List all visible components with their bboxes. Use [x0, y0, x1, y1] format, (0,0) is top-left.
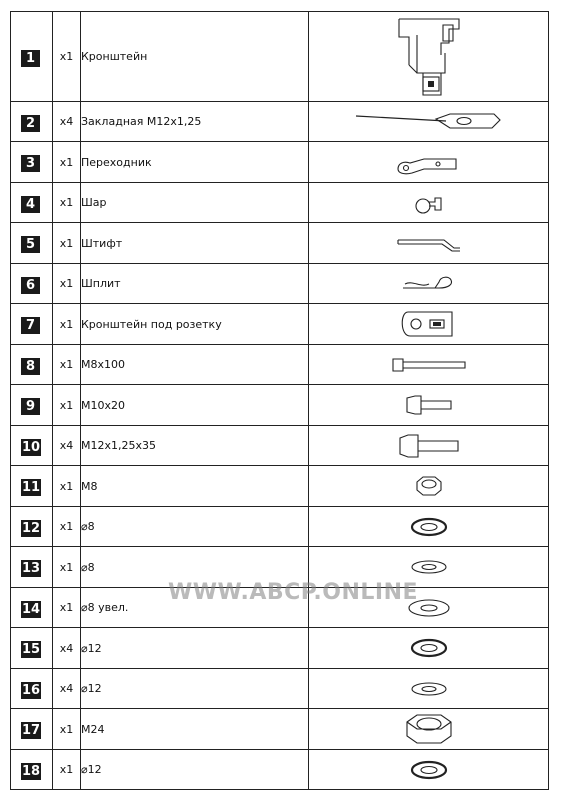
part-row — [11, 12, 549, 102]
part-quantity: x1 — [53, 750, 81, 790]
part-image-cell — [309, 304, 549, 345]
part-row — [11, 426, 549, 466]
part-image-cell — [309, 507, 549, 547]
part-number: 6 — [21, 277, 40, 294]
part-quantity: x1 — [53, 264, 81, 304]
part-name: ⌀12 — [81, 669, 309, 709]
part-number-cell — [11, 385, 53, 426]
part-number-cell — [11, 709, 53, 750]
part-image-cell — [309, 142, 549, 183]
part-number-cell — [11, 669, 53, 709]
flat-washer-icon — [309, 680, 548, 698]
part-name: ⌀8 — [81, 507, 309, 547]
part-number-cell — [11, 426, 53, 466]
part-number-cell — [11, 183, 53, 223]
watermark: WWW.ABCP.ONLINE — [168, 580, 419, 605]
part-quantity: x1 — [53, 385, 81, 426]
part-quantity: x1 — [53, 345, 81, 385]
part-number-cell — [11, 628, 53, 669]
part-quantity: x1 — [53, 183, 81, 223]
part-number-cell — [11, 264, 53, 304]
part-row — [11, 628, 549, 669]
spring-washer-icon — [309, 516, 548, 538]
part-image-cell — [309, 183, 549, 223]
part-number-cell — [11, 304, 53, 345]
part-image-cell — [309, 669, 549, 709]
part-number: 11 — [22, 480, 41, 495]
flat-washer-icon — [309, 558, 548, 576]
part-image-cell — [309, 223, 549, 264]
part-number: 5 — [21, 236, 40, 253]
socket-bracket-icon — [309, 308, 548, 340]
cotter-pin-icon — [309, 274, 548, 294]
part-name: Закладная M12x1,25 — [81, 102, 309, 142]
part-quantity: x4 — [53, 426, 81, 466]
part-number: 8 — [21, 358, 40, 375]
part-row — [11, 709, 549, 750]
part-number: 13 — [22, 561, 41, 576]
part-quantity: x1 — [53, 507, 81, 547]
part-name: M10x20 — [81, 385, 309, 426]
part-image-cell — [309, 709, 549, 750]
part-image-cell — [309, 12, 549, 102]
part-name: M24 — [81, 709, 309, 750]
part-image-cell — [309, 264, 549, 304]
part-row — [11, 750, 549, 790]
spring-washer-icon — [309, 637, 548, 659]
part-quantity: x1 — [53, 547, 81, 588]
part-name: M8 — [81, 466, 309, 507]
part-image-cell — [309, 102, 549, 142]
part-quantity: x1 — [53, 709, 81, 750]
part-row — [11, 345, 549, 385]
part-name: Переходник — [81, 142, 309, 183]
part-row — [11, 507, 549, 547]
parts-table-body — [11, 12, 549, 790]
part-quantity: x4 — [53, 628, 81, 669]
part-name: Кронштейн под розетку — [81, 304, 309, 345]
part-image-cell — [309, 628, 549, 669]
part-name: Шплит — [81, 264, 309, 304]
part-name: Кронштейн — [81, 12, 309, 102]
part-row — [11, 102, 549, 142]
part-image-cell — [309, 426, 549, 466]
bracket-icon — [309, 15, 548, 99]
part-image-cell — [309, 345, 549, 385]
long-bolt-icon — [309, 356, 548, 374]
large-nut-icon — [309, 712, 548, 746]
part-quantity: x1 — [53, 142, 81, 183]
part-number-cell — [11, 507, 53, 547]
part-name: ⌀8 увел. — [81, 588, 309, 628]
part-number: 3 — [21, 155, 40, 172]
parts-table — [10, 11, 549, 790]
part-number-cell — [11, 345, 53, 385]
part-number-cell — [11, 588, 53, 628]
small-nut-icon — [309, 474, 548, 498]
part-quantity: x1 — [53, 588, 81, 628]
part-number: 7 — [21, 317, 40, 334]
part-image-cell — [309, 750, 549, 790]
part-number-cell — [11, 750, 53, 790]
part-name: M12x1,25x35 — [81, 426, 309, 466]
part-row — [11, 466, 549, 507]
part-quantity: x1 — [53, 12, 81, 102]
part-number-cell — [11, 102, 53, 142]
insert-plate-icon — [309, 112, 548, 132]
bolt-icon — [309, 433, 548, 459]
adapter-icon — [309, 149, 548, 175]
part-row — [11, 385, 549, 426]
part-name: Шар — [81, 183, 309, 223]
part-name: M8x100 — [81, 345, 309, 385]
part-number: 4 — [21, 196, 40, 213]
part-quantity: x1 — [53, 466, 81, 507]
part-number: 17 — [22, 723, 41, 738]
part-row — [11, 223, 549, 264]
part-number: 12 — [22, 520, 41, 536]
part-number: 15 — [22, 642, 41, 657]
part-name: ⌀12 — [81, 628, 309, 669]
part-number: 9 — [21, 398, 40, 415]
pin-icon — [309, 234, 548, 252]
part-number-cell — [11, 547, 53, 588]
part-number-cell — [11, 223, 53, 264]
part-quantity: x1 — [53, 304, 81, 345]
part-name: Штифт — [81, 223, 309, 264]
part-row — [11, 669, 549, 709]
part-number: 18 — [22, 763, 41, 779]
part-number: 14 — [22, 601, 41, 617]
part-row — [11, 142, 549, 183]
part-number: 1 — [21, 50, 40, 67]
short-bolt-icon — [309, 395, 548, 415]
part-number: 16 — [22, 682, 41, 698]
part-number-cell — [11, 466, 53, 507]
part-number: 2 — [21, 115, 40, 132]
part-quantity: x4 — [53, 669, 81, 709]
part-row — [11, 264, 549, 304]
part-number-cell — [11, 142, 53, 183]
part-name: ⌀12 — [81, 750, 309, 790]
part-image-cell — [309, 466, 549, 507]
part-quantity: x1 — [53, 223, 81, 264]
tow-ball-icon — [309, 190, 548, 216]
part-row — [11, 304, 549, 345]
spring-washer-icon — [309, 759, 548, 781]
part-number: 10 — [22, 439, 41, 455]
part-image-cell — [309, 385, 549, 426]
part-number-cell — [11, 12, 53, 102]
part-quantity: x4 — [53, 102, 81, 142]
part-row — [11, 183, 549, 223]
part-name: ⌀8 — [81, 547, 309, 588]
